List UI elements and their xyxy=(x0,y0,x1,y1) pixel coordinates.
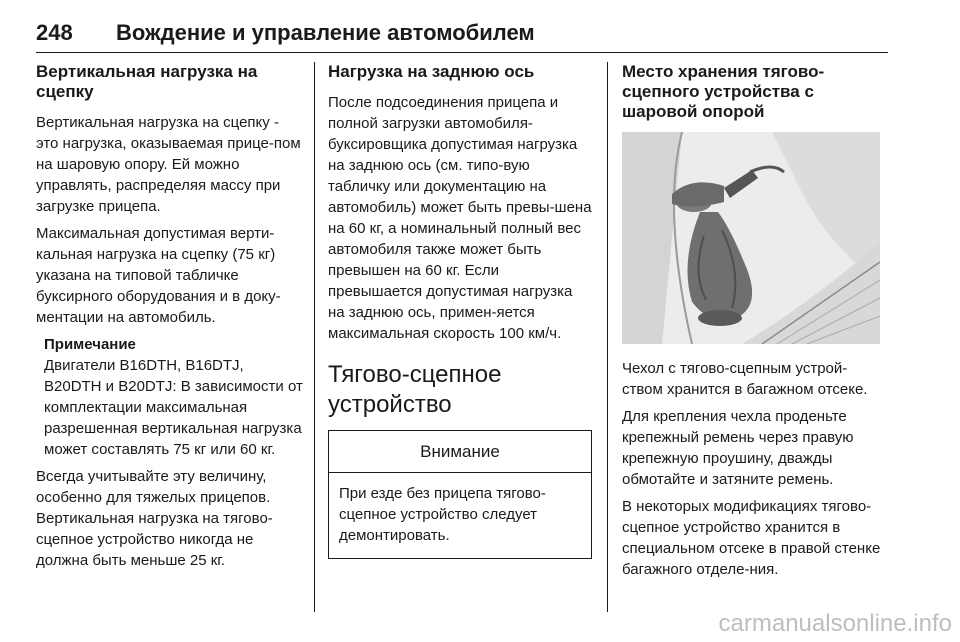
section-heading: Нагрузка на заднюю ось xyxy=(328,62,535,81)
column-divider xyxy=(314,62,315,612)
paragraph: В некоторых модификациях тягово-сцепное устройство хранится в специальном отсеке в правой стенке багажного отделе-ния. xyxy=(622,498,881,578)
figure-caption: Чехол с тягово-сцепным устрой-ством хранится в багажном отсеке. xyxy=(622,360,868,398)
column-vertical-load xyxy=(36,62,304,577)
paragraph: Вертикальная нагрузка на сцепку - это нагрузка, оказываемая прице-пом на шаровую опору. Ей можно управлять, распределяя массу при загрузке прицепа. xyxy=(36,114,301,215)
note-block xyxy=(44,334,304,460)
page-title: Вождение и управление автомобилем xyxy=(116,20,535,45)
trunk-storage-illustration xyxy=(622,132,880,344)
warning-text: При езде без прицепа тягово-сцепное устройство следует демонтировать. xyxy=(339,485,546,544)
note-text: Двигатели B16DTH, B16DTJ, B20DTH и B20DTJ: В зависимости от комплектации максимальная разрешенная вертикальная нагрузка может составлять 75 кг или 60 кг. xyxy=(44,357,303,458)
watermark-text: carmanualsonline.info xyxy=(718,610,952,637)
trunk-bag-drawing xyxy=(622,132,880,344)
section-title: Тягово-сцепное устройство xyxy=(328,361,502,418)
column-storage xyxy=(622,62,888,586)
section-heading: Вертикальная нагрузка на сцепку xyxy=(36,62,258,101)
warning-title: Внимание xyxy=(329,431,591,473)
note-title: Примечание xyxy=(44,336,136,353)
paragraph: После подсоединения прицепа и полной загрузки автомобиля-буксировщика допустимая нагрузка на заднюю ось (см. типо-вую табличку или документацию на автомобиль) может быть превы-шена на 60 кг, а номинальный полный вес автомобиля также может быть превышен на 60 кг. Если превышается допустимая нагрузка на заднюю ось, примен-яется максимальная скорость 100 км/ч. xyxy=(328,94,592,342)
page-number: 248 xyxy=(36,20,73,45)
column-rear-axle xyxy=(328,62,592,559)
column-divider xyxy=(607,62,608,612)
paragraph: Максимальная допустимая верти-кальная нагрузка на сцепку (75 кг) указана на типовой табличке буксирного оборудования и в доку-ментации на автомобиль. xyxy=(36,225,281,326)
section-heading: Место хранения тягово-сцепного устройства с шаровой опорой xyxy=(622,62,825,121)
paragraph: Всегда учитывайте эту величину, особенно для тяжелых прицепов. Вертикальная нагрузка на тягово-сцепное устройство никогда не должна быть меньше 25 кг. xyxy=(36,468,273,569)
page-header xyxy=(36,18,888,53)
paragraph: Для крепления чехла проденьте крепежный ремень через правую крепежную проушину, дважды обмотайте и затяните ремень. xyxy=(622,408,854,488)
warning-box xyxy=(328,430,592,559)
